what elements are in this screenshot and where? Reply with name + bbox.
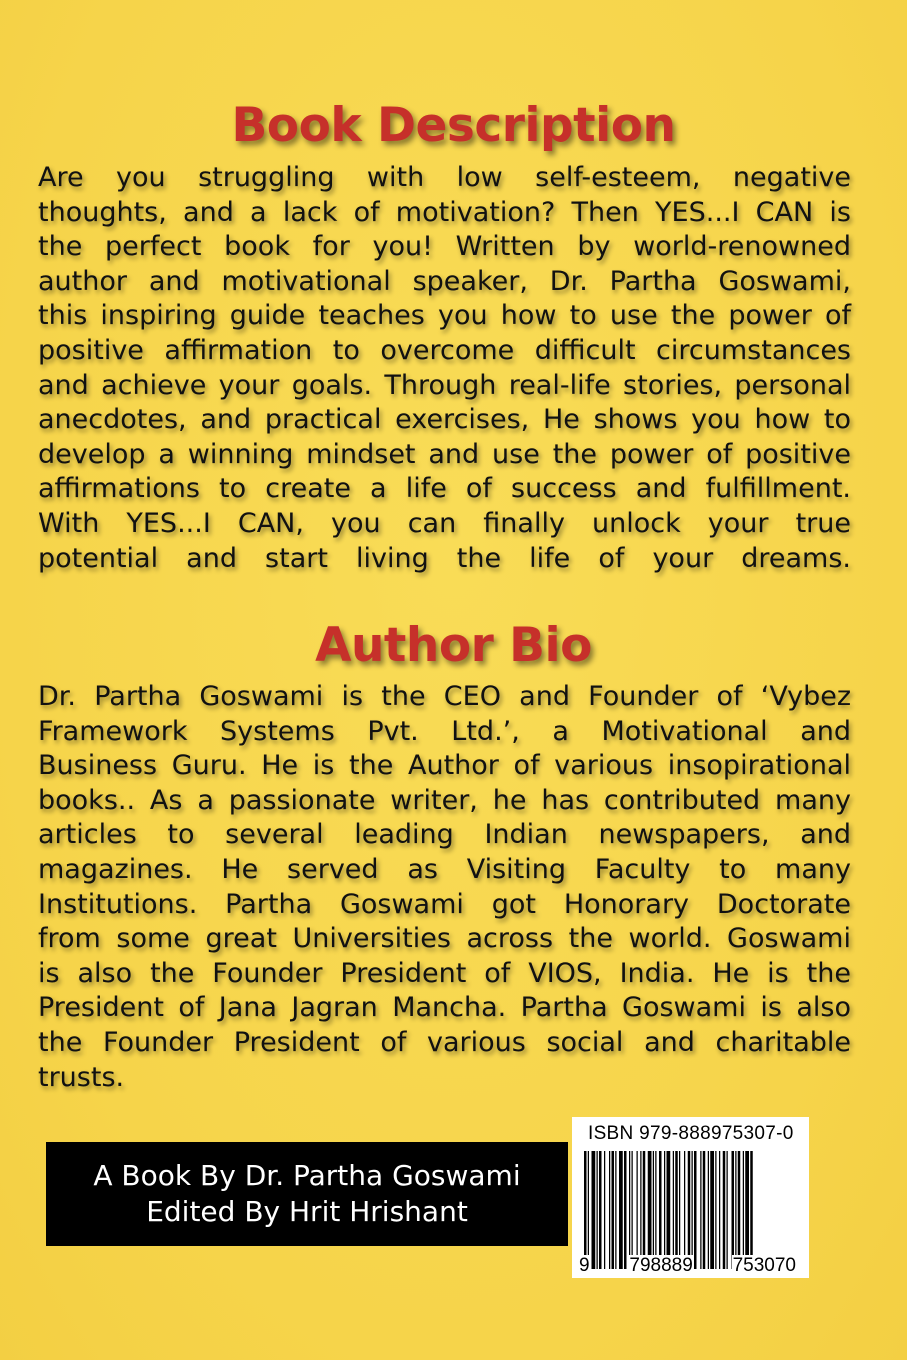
barcode-bar <box>719 1151 720 1269</box>
barcode-bar <box>694 1151 697 1269</box>
barcode-digits <box>572 1255 809 1277</box>
description-line: the perfect book for you! Written by world-renowned <box>38 231 851 263</box>
barcode-bar <box>612 1151 615 1269</box>
bio-line: articles to several leading Indian newspapers, and <box>38 819 851 851</box>
bio-line: Framework Systems Pvt. Ltd.’, a Motivational and <box>38 715 851 747</box>
description-line: With YES...I CAN, you can finally unlock your true <box>38 507 851 539</box>
barcode-bar <box>584 1151 587 1269</box>
barcode-bar <box>700 1151 701 1269</box>
barcode-bar <box>735 1151 736 1269</box>
description-line: thoughts, and a lack of motivation? Then YES...I CAN is <box>38 196 851 228</box>
barcode-bar <box>688 1151 691 1269</box>
barcode-bar <box>659 1151 662 1269</box>
book-description-text <box>38 161 851 576</box>
description-line: Are you struggling with low self-esteem, negative <box>38 162 851 193</box>
barcode-bar <box>727 1151 728 1269</box>
barcode-bar <box>615 1151 616 1269</box>
bio-line: from some great Universities across the world. Goswami <box>38 923 851 955</box>
barcode-bar <box>684 1151 685 1269</box>
barcode-bar <box>692 1151 693 1269</box>
barcode-bar <box>723 1151 726 1269</box>
barcode-bar <box>738 1151 741 1269</box>
bio-line: Institutions. Partha Goswami got Honorary Doctorate <box>38 888 851 920</box>
book-description-heading: Book Description <box>231 98 676 153</box>
description-line: author and motivational speaker, Dr. Partha Goswami, <box>38 265 851 297</box>
barcode-bar <box>667 1151 671 1269</box>
barcode-bar <box>743 1151 744 1269</box>
barcode-bar <box>673 1151 674 1269</box>
description-line: affirmations to create a life of success and fulfillment. <box>38 473 851 505</box>
barcode-digit-group: 753070 <box>732 1255 796 1276</box>
barcode-bar <box>745 1151 749 1269</box>
barcode-bar <box>609 1151 610 1269</box>
barcode-bar <box>599 1151 602 1269</box>
description-line: anecdotes, and practical exercises, He shows you how to <box>38 404 851 436</box>
barcode-bar <box>629 1151 630 1269</box>
barcode-bar <box>653 1151 654 1269</box>
barcode-bar <box>637 1151 638 1269</box>
barcode-bar <box>710 1151 714 1269</box>
barcode-bar <box>619 1151 623 1269</box>
barcode-bar <box>632 1151 633 1269</box>
isbn-label: ISBN 979-888975307-0 <box>588 1123 794 1144</box>
barcode-bar <box>640 1151 641 1269</box>
barcode-bar <box>643 1151 646 1269</box>
description-line: potential and start living the life of your dreams. <box>38 542 851 574</box>
description-line: develop a winning mindset and use the power of positive <box>38 438 851 470</box>
bio-line: Business Guru. He is the Author of various insopirational <box>38 750 851 782</box>
barcode-bar <box>679 1151 680 1269</box>
barcode-digit-group: 9 <box>579 1255 590 1276</box>
barcode-bar <box>624 1151 627 1269</box>
barcode-bar <box>750 1151 753 1269</box>
description-line: and achieve your goals. Through real-life stories, personal <box>38 369 851 401</box>
barcode-bars <box>580 1151 805 1271</box>
barcode-bar <box>732 1151 735 1269</box>
barcode-bar <box>703 1151 706 1269</box>
credits-box <box>46 1142 568 1246</box>
isbn-barcode <box>572 1117 809 1278</box>
barcode-bar <box>675 1151 678 1269</box>
bio-line: magazines. He served as Visiting Faculty to many <box>38 853 851 885</box>
author-credit: A Book By Dr. Partha Goswami <box>93 1159 521 1192</box>
bio-line: books.. As a passionate writer, he has contributed many <box>38 784 851 816</box>
author-bio-text <box>38 680 851 1095</box>
description-line: positive affirmation to overcome difficult circumstances <box>38 334 851 366</box>
bio-line: the Founder President of various social and charitable <box>38 1026 851 1058</box>
bio-line: is also the Founder President of VIOS, India. He is the <box>38 957 851 989</box>
barcode-bar <box>715 1151 716 1269</box>
bio-line: President of Jana Jagran Mancha. Partha Goswami is also <box>38 992 851 1024</box>
barcode-bar <box>708 1151 709 1269</box>
barcode-bar <box>592 1151 596 1269</box>
barcode-bar <box>588 1151 589 1269</box>
barcode-bar <box>604 1151 605 1269</box>
barcode-digit-group: 798889 <box>629 1255 693 1276</box>
barcode-bar <box>664 1151 665 1269</box>
author-bio-heading: Author Bio <box>315 618 592 673</box>
bio-line: Dr. Partha Goswami is the CEO and Founder of ‘Vybez <box>38 681 851 712</box>
description-line: this inspiring guide teaches you how to use the power of <box>38 300 851 332</box>
editor-credit: Edited By Hrit Hrishant <box>146 1195 468 1228</box>
bio-line: trusts. <box>38 1061 125 1093</box>
barcode-bar <box>648 1151 652 1269</box>
barcode-bar <box>655 1151 656 1269</box>
barcode-bar <box>597 1151 598 1269</box>
